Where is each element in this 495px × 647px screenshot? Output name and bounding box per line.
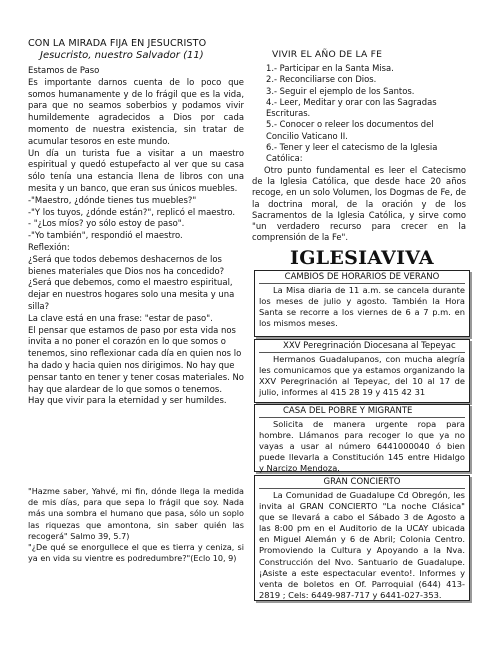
notice-title: XXV Peregrinación Diocesana al Tepeyac	[259, 340, 465, 353]
paragraph: - "¿Los míos? yo sólo estoy de paso".	[28, 218, 185, 229]
article-heading: Estamos de Paso	[28, 65, 100, 75]
paragraph: -"Maestro, ¿dónde tienes tus muebles?"	[28, 194, 197, 205]
notice-body: La Misa diaria de 11 a.m. se cancela durante los meses de julio y agosto. También la Hora Santa se recorre a los viernes de 6 a 7 p.m. en los mismos meses.	[259, 285, 465, 329]
iglesia-viva-heading: IGLESIAVIVA	[290, 247, 434, 269]
notice-body: Hermanos Guadalupanos, con mucha alegría les comunicamos que ya estamos organizando la XXV Peregrinación al Tepeyac, del 10 al 17 de julio, informes al 415 28 19 y 415 42 31	[259, 354, 465, 398]
list-item: 2.- Reconciliarse con Dios.	[266, 74, 377, 85]
list-item: 5.- Conocer o releer los documentos del Concilio Vaticano II.	[266, 119, 434, 141]
paragraph: -"Yo también", respondió el maestro.	[28, 230, 183, 241]
article-subtitle: Jesucristo, nuestro Salvador (11)	[40, 50, 204, 61]
article-body	[28, 65, 244, 407]
list-item: 1.- Participar en la Santa Misa.	[266, 63, 394, 73]
list-item: 3.- Seguir el ejemplo de los Santos.	[266, 85, 415, 96]
paragraph: Un día un turista fue a visitar a un maestro espiritual y quedó estupefacto al ver que su casa sólo tenía una estancia llena de libros con una mesita y un banco, que eran sus únicos muebles.	[28, 147, 244, 193]
notice-box-concert	[254, 475, 470, 601]
faith-year-title: VIVIR EL AÑO DE LA FE	[272, 49, 383, 60]
notice-title: CASA DEL POBRE Y MIGRANTE	[259, 405, 465, 418]
list-item: 6.- Tener y leer el catecismo de la Iglesia Católica:	[266, 142, 438, 164]
paragraph: Es importante darnos cuenta de lo poco que somos humanamente y de lo frágil que es la vida, para que no seamos soberbios y podamos vivir humildemente agradecidos a Dios por cada momento de nuestra existencia, sin tratar de acumular tesoros en este mundo.	[28, 76, 244, 146]
paragraph: Reflexión:	[28, 241, 70, 252]
notice-box-summer-schedule	[254, 270, 470, 337]
paragraph: Hay que vivir para la eternidad y ser humildes.	[28, 395, 227, 406]
quote: "Hazme saber, Yahvé, mi fin, dónde llega la medida de mis días, para que sepa lo frágil que soy. Nada más una sombra el humano que pasa, sólo un soplo las riquezas que amontona, sin saber quién las recogerá" Salmo 39, 5.7)	[28, 486, 244, 541]
paragraph: -"Y los tuyos, ¿dónde están?", replicó el maestro.	[28, 206, 236, 217]
notice-body: Solicita de manera urgente ropa para hombre. Llámanos para recoger lo que ya no vayas a usar al número 6441000040 ó bien puede llevarla a Constitución 145 entre Hidalgo y Narcizo Mendoza.	[259, 419, 465, 474]
article-title: CON LA MIRADA FIJA EN JESUCRISTO	[28, 38, 207, 49]
notice-box-migrant-house	[254, 404, 470, 472]
faith-year-closing: Otro punto fundamental es leer el Catecismo de la Iglesia Católica, que desde hace 20 años recoge, en un solo Volumen, los Dogmas de Fe, de la doctrina moral, de la oración y de los Sacramentos de la Iglesia Católica, y sirve como "un verdadero recurso para crecer en la comprensión de la Fe".	[252, 164, 466, 243]
notice-title: GRAN CONCIERTO	[259, 476, 465, 489]
notice-title: CAMBIOS DE HORARIOS DE VERANO	[259, 271, 465, 284]
list-item: 4.- Leer, Meditar y orar con las Sagradas Escrituras.	[266, 96, 437, 119]
faith-year-list	[252, 63, 466, 244]
paragraph: El pensar que estamos de paso por esta vida nos invita a no poner el corazón en lo que somos o tenemos, sino reflexionar cada día en quien nos lo ha dado y hacia quien nos dirigimos. No hay que pensar tanto en tener y tener cosas materiales. No hay que alardear de lo que somos o tenemos.	[28, 324, 244, 394]
paragraph: La clave está en una frase: "estar de paso".	[28, 312, 213, 323]
scripture-quotes	[28, 486, 244, 564]
paragraph: ¿Será que todos debemos deshacernos de los bienes materiales que Dios nos ha concedido? ¿Será que debemos, como el maestro espiritual, dejar en nuestros hogares solo una mesita y una silla?	[28, 253, 235, 311]
notice-box-pilgrimage	[254, 339, 470, 403]
quote: "¿De qué se enorgullece el que es tierra y ceniza, si ya en vida su vientre es podredumbre?"(Eclo 10, 9)	[28, 542, 244, 564]
notice-body: La Comunidad de Guadalupe Cd Obregón, les invita al GRAN CONCIERTO "La noche Clásica" que se llevará a cabo el Sábado 3 de Agosto a las 8:00 pm en el Auditorio de la UCAY ubicada en Miguel Alemán y 6 de Abril; Colonia Centro. Promoviendo la Cultura y Apoyando a la Nva. Construcción del Nvo. Santuario de Guadalupe. ¡Asiste a este espectacular evento!. Informes y venta de boletos en Of. Parroquial (644) 413-2819 ; Cels: 6449-987-717 y 6441-027-353.	[259, 490, 465, 600]
